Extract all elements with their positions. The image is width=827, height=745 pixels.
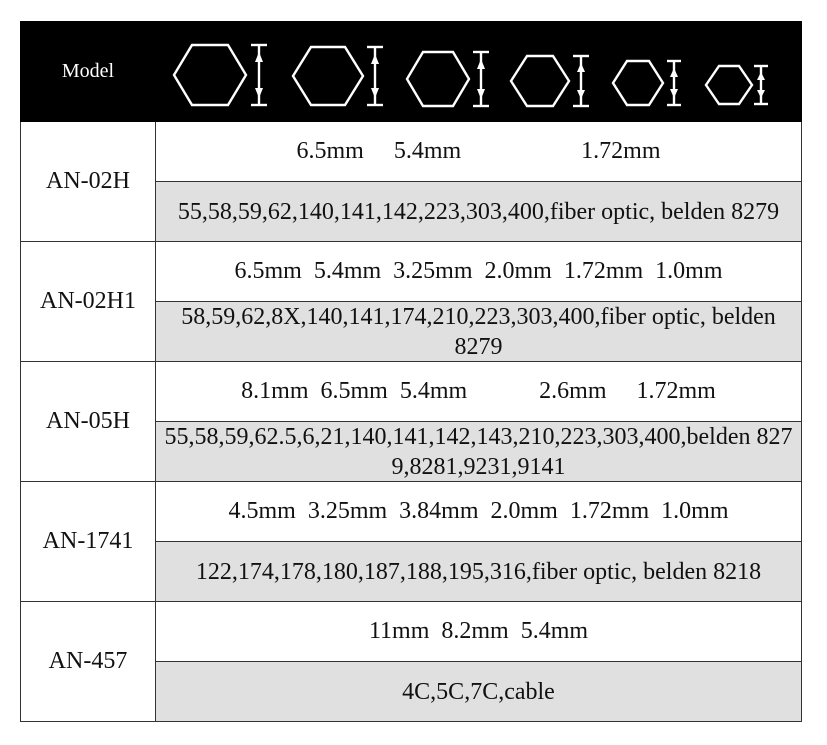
hex-sizes: 11mm 8.2mm 5.4mm xyxy=(156,602,801,662)
cables-text: 122,174,178,180,187,188,195,316,fiber optic, belden 8218 xyxy=(195,558,762,585)
model-row-an-05h xyxy=(20,362,802,482)
model-header-label: Model xyxy=(61,60,115,82)
model-row-an-457 xyxy=(20,602,802,722)
hexagon-size-icon-6 xyxy=(706,66,768,104)
hexagon-size-icons xyxy=(156,21,802,122)
compatible-cables xyxy=(156,182,801,241)
hexagon-size-icon-1 xyxy=(174,45,267,105)
hex-sizes: 6.5mm 5.4mm 1.72mm xyxy=(156,122,801,182)
compatible-cables xyxy=(156,662,801,721)
hexagon-size-icon-4 xyxy=(511,56,589,106)
model-name: AN-1741 xyxy=(21,482,156,601)
spec-table xyxy=(20,21,802,722)
model-row-an-02h xyxy=(20,122,802,242)
cables-text: 58,59,62,8X,140,141,174,210,223,303,400,fiber optic, belden 8279 xyxy=(181,303,776,360)
cables-text: 4C,5C,7C,cable xyxy=(402,678,555,705)
compatible-cables xyxy=(156,302,801,361)
compatible-cables xyxy=(156,422,801,481)
compatible-cables xyxy=(156,542,801,601)
model-detail xyxy=(156,362,801,481)
model-row-an-02h1 xyxy=(20,242,802,362)
cables-text: 55,58,59,62,140,141,142,223,303,400,fiber optic, belden 8279 xyxy=(177,198,780,225)
model-detail xyxy=(156,482,801,601)
model-name: AN-02H xyxy=(21,122,156,241)
model-row-an-1741 xyxy=(20,482,802,602)
model-detail xyxy=(156,122,801,241)
model-detail xyxy=(156,242,801,361)
model-name: AN-457 xyxy=(21,602,156,721)
cables-text: 55,58,59,62.5,6,21,140,141,142,143,210,223,303,400,belden 8279,8281,9231,9141 xyxy=(164,423,793,480)
model-detail xyxy=(156,602,801,721)
table-header xyxy=(20,21,802,122)
hexagon-size-icon-5 xyxy=(613,61,681,105)
hexagon-size-icon-3 xyxy=(407,52,489,106)
hex-sizes: 8.1mm 6.5mm 5.4mm 2.6mm 1.72mm xyxy=(156,362,801,422)
model-name: AN-05H xyxy=(21,362,156,481)
hex-sizes: 6.5mm 5.4mm 3.25mm 2.0mm 1.72mm 1.0mm xyxy=(156,242,801,302)
hex-sizes: 4.5mm 3.25mm 3.84mm 2.0mm 1.72mm 1.0mm xyxy=(156,482,801,542)
model-name: AN-02H1 xyxy=(21,242,156,361)
hexagon-size-icon-2 xyxy=(293,47,383,105)
